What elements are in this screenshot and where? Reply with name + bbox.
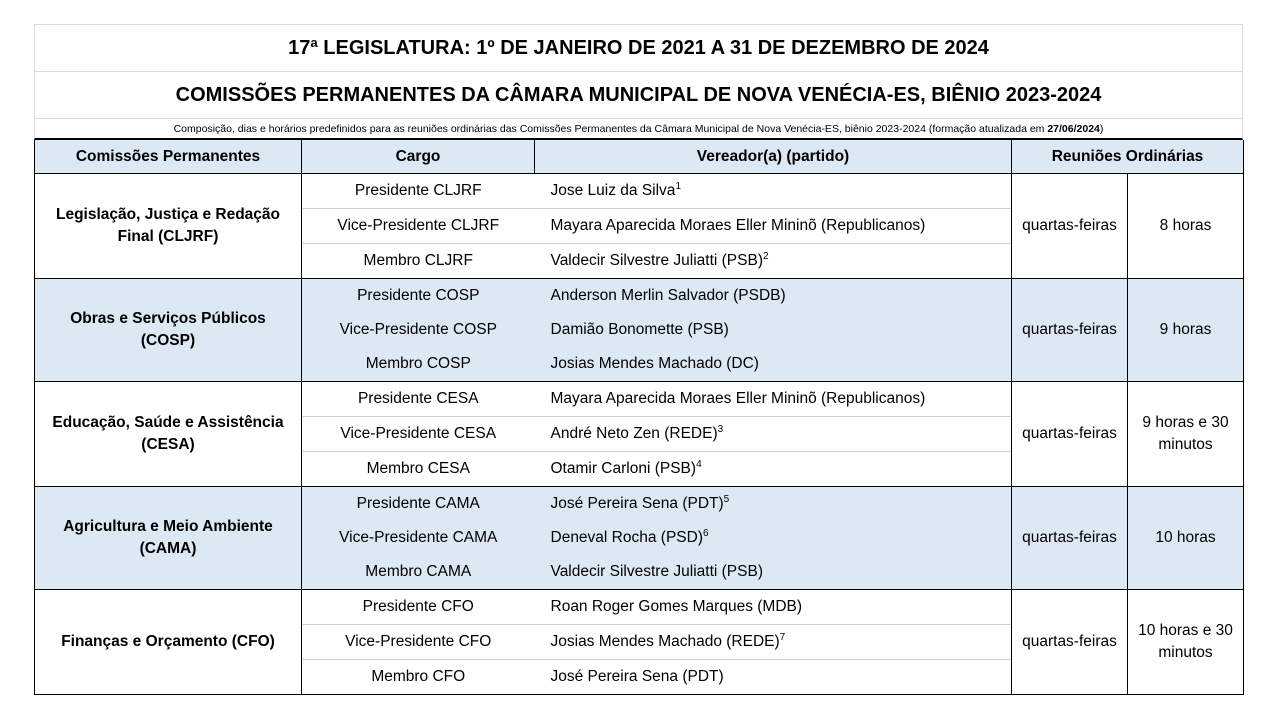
table-row <box>35 174 1244 209</box>
vereador-name: Otamir Carloni (PSB) <box>550 460 697 478</box>
meeting-time <box>1128 174 1244 279</box>
meeting-time-text: 9 horas e 30 minutos <box>1142 414 1229 453</box>
table-row <box>35 382 1244 417</box>
cargo-cell: Vice-Presidente CFO <box>302 625 535 660</box>
vereador-cell <box>535 209 1012 244</box>
commission-name: Legislação, Justiça e Redação Final (CLJRF) <box>35 174 302 279</box>
vereador-cell <box>535 347 1012 382</box>
cargo-cell: Membro COSP <box>302 347 535 382</box>
meeting-day: quartas-feiras <box>1012 382 1128 487</box>
footnote-marker: 4 <box>696 459 702 471</box>
vereador-name: José Pereira Sena (PDT) <box>550 668 724 686</box>
commission-name: Educação, Saúde e Assistência (CESA) <box>35 382 302 487</box>
cargo-cell: Membro CESA <box>302 452 535 487</box>
vereador-cell <box>535 452 1012 487</box>
meeting-time-text: 10 horas <box>1155 529 1216 546</box>
footnote-marker: 1 <box>675 181 681 193</box>
note-text: Composição, dias e horários predefinidos para as reuniões ordinárias das Comissões Permanentes da Câmara Municipal de Nova Venécia-ES, biênio 2023-2024 (formação atualizada em <box>173 123 1048 135</box>
meeting-day: quartas-feiras <box>1012 590 1128 695</box>
vereador-cell <box>535 625 1012 660</box>
vereador-cell <box>535 590 1012 625</box>
vereador-cell <box>535 555 1012 590</box>
vereador-name: Josias Mendes Machado (DC) <box>550 355 759 373</box>
vereador-name: Valdecir Silvestre Juliatti (PSB) <box>550 563 763 581</box>
meeting-time-text: 10 horas e 30 minutos <box>1138 622 1233 661</box>
note-date: 27/06/2024 <box>1047 123 1100 135</box>
header-reunioes: Reuniões Ordinárias <box>1012 140 1244 174</box>
header-commission: Comissões Permanentes <box>35 140 302 174</box>
vereador-name: Damião Bonomette (PSB) <box>550 321 729 339</box>
cargo-cell: Vice-Presidente CAMA <box>302 521 535 555</box>
commissions-title: COMISSÕES PERMANENTES DA CÂMARA MUNICIPAL DE NOVA VENÉCIA-ES, BIÊNIO 2023-2024 <box>34 71 1243 118</box>
vereador-name: Mayara Aparecida Moraes Eller Mininõ (Republicanos) <box>550 217 926 235</box>
commission-name: Obras e Serviços Públicos (COSP) <box>35 279 302 382</box>
vereador-name: José Pereira Sena (PDT) <box>550 495 724 513</box>
commissions-table <box>34 140 1244 695</box>
meeting-day: quartas-feiras <box>1012 279 1128 382</box>
vereador-name: Valdecir Silvestre Juliatti (PSB) <box>550 252 763 270</box>
meeting-time <box>1128 590 1244 695</box>
cargo-cell: Membro CAMA <box>302 555 535 590</box>
meeting-time-text: 8 horas <box>1159 217 1212 234</box>
meeting-time <box>1128 382 1244 487</box>
cargo-cell: Vice-Presidente CESA <box>302 417 535 452</box>
composition-note <box>34 118 1243 140</box>
cargo-cell: Membro CLJRF <box>302 244 535 279</box>
vereador-cell <box>535 417 1012 452</box>
cargo-cell: Presidente CLJRF <box>302 174 535 209</box>
commissions-sheet <box>34 24 1243 695</box>
legislature-title: 17ª LEGISLATURA: 1º DE JANEIRO DE 2021 A 31 DE DEZEMBRO DE 2024 <box>34 24 1243 71</box>
cargo-cell: Presidente CESA <box>302 382 535 417</box>
footnote-marker: 6 <box>702 528 709 540</box>
header-vereador: Vereador(a) (partido) <box>535 140 1012 174</box>
table-row <box>35 487 1244 522</box>
footnote-marker: 3 <box>717 424 724 436</box>
note-end: ) <box>1099 123 1104 135</box>
vereador-cell <box>535 279 1012 314</box>
table-row <box>35 590 1244 625</box>
vereador-cell <box>535 244 1012 279</box>
vereador-cell <box>535 660 1012 695</box>
vereador-cell <box>535 382 1012 417</box>
cargo-cell: Membro CFO <box>302 660 535 695</box>
vereador-cell <box>535 174 1012 209</box>
footnote-marker: 2 <box>762 251 769 263</box>
meeting-time <box>1128 279 1244 382</box>
meeting-time-text: 9 horas <box>1159 321 1212 338</box>
vereador-name: Mayara Aparecida Moraes Eller Mininõ (Republicanos) <box>550 390 926 408</box>
commission-name: Agricultura e Meio Ambiente (CAMA) <box>35 487 302 590</box>
meeting-day: quartas-feiras <box>1012 487 1128 590</box>
header-cargo: Cargo <box>302 140 535 174</box>
vereador-cell <box>535 313 1012 347</box>
table-header-row <box>35 140 1244 174</box>
table-row <box>35 279 1244 314</box>
cargo-cell: Vice-Presidente COSP <box>302 313 535 347</box>
vereador-name: André Neto Zen (REDE) <box>550 425 718 443</box>
vereador-name: Jose Luiz da Silva <box>550 182 676 200</box>
vereador-name: Roan Roger Gomes Marques (MDB) <box>550 598 803 616</box>
commission-name: Finanças e Orçamento (CFO) <box>35 590 302 695</box>
footnote-marker: 5 <box>723 494 730 506</box>
meeting-time <box>1128 487 1244 590</box>
vereador-cell <box>535 521 1012 555</box>
vereador-name: Anderson Merlin Salvador (PSDB) <box>550 287 786 305</box>
meeting-day: quartas-feiras <box>1012 174 1128 279</box>
cargo-cell: Presidente COSP <box>302 279 535 314</box>
vereador-cell <box>535 487 1012 522</box>
footnote-marker: 7 <box>779 632 786 644</box>
cargo-cell: Vice-Presidente CLJRF <box>302 209 535 244</box>
cargo-cell: Presidente CFO <box>302 590 535 625</box>
vereador-name: Josias Mendes Machado (REDE) <box>550 633 780 651</box>
vereador-name: Deneval Rocha (PSD) <box>550 529 703 547</box>
cargo-cell: Presidente CAMA <box>302 487 535 522</box>
